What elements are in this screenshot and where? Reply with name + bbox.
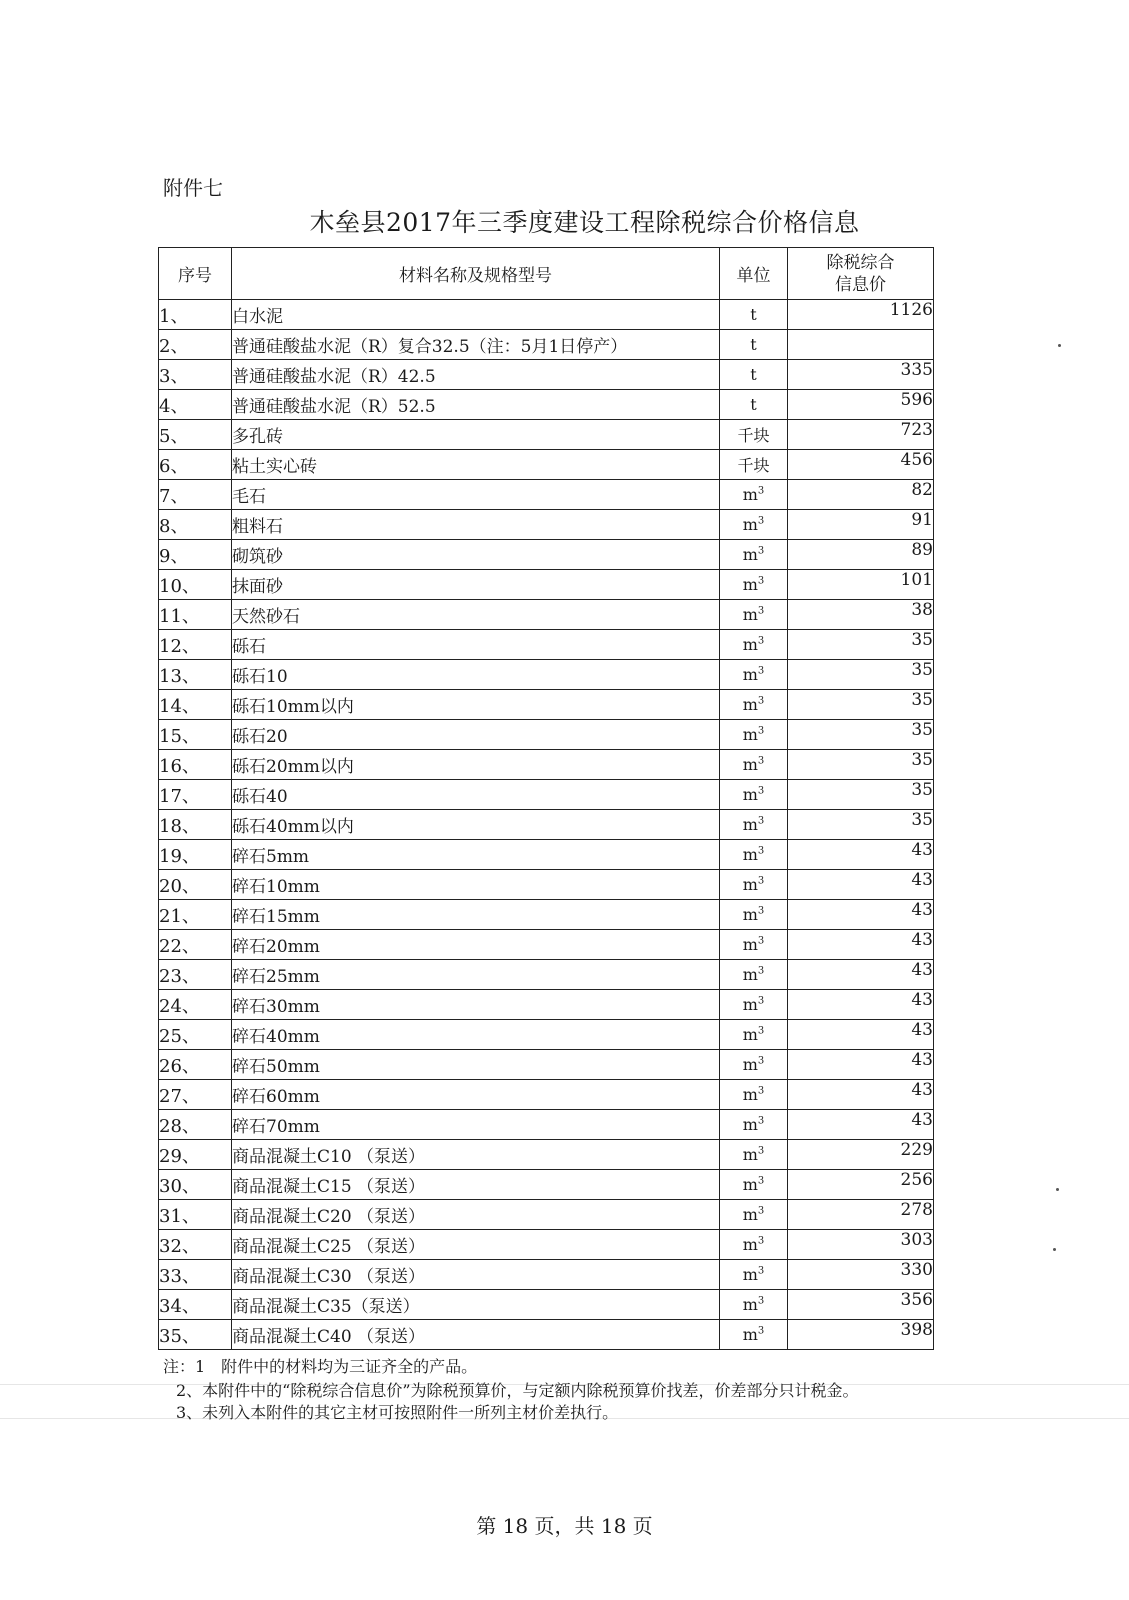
row-index: 30、 bbox=[159, 1170, 232, 1200]
row-price: 43 bbox=[788, 1020, 934, 1050]
row-material-name: 抹面砂 bbox=[232, 570, 720, 600]
table-row bbox=[159, 510, 934, 540]
page-footer: 第 18 页，共 18 页 bbox=[476, 1514, 653, 1538]
table-row bbox=[159, 540, 934, 570]
row-unit bbox=[720, 600, 788, 630]
header-price-line1: 除税综合 bbox=[826, 252, 895, 273]
row-index: 26、 bbox=[159, 1050, 232, 1080]
row-price: 356 bbox=[788, 1290, 934, 1320]
row-unit bbox=[720, 570, 788, 600]
table-row bbox=[159, 1050, 934, 1080]
row-material-name: 普通硅酸盐水泥（R）复合32.5（注：5月1日停产） bbox=[232, 330, 720, 360]
row-unit bbox=[720, 1020, 788, 1050]
row-material-name: 商品混凝土C15 （泵送） bbox=[232, 1170, 720, 1200]
row-unit bbox=[720, 330, 788, 360]
row-index: 15、 bbox=[159, 720, 232, 750]
table-row bbox=[159, 720, 934, 750]
row-unit bbox=[720, 630, 788, 660]
row-material-name: 粘土实心砖 bbox=[232, 450, 720, 480]
scan-speck bbox=[1053, 1248, 1056, 1251]
row-price: 456 bbox=[788, 450, 934, 480]
row-material-name: 商品混凝土C20 （泵送） bbox=[232, 1200, 720, 1230]
row-index: 1、 bbox=[159, 300, 232, 330]
row-unit-superscript: 3 bbox=[757, 1025, 765, 1037]
row-material-name: 毛石 bbox=[232, 480, 720, 510]
row-unit-text: m bbox=[742, 875, 758, 894]
row-unit-text: m bbox=[742, 1055, 758, 1074]
scan-speck bbox=[1056, 1188, 1059, 1191]
row-price: 335 bbox=[788, 360, 934, 390]
row-unit-superscript: 3 bbox=[757, 1175, 765, 1187]
row-price: 38 bbox=[788, 600, 934, 630]
header-unit: 单位 bbox=[720, 248, 788, 300]
table-row bbox=[159, 750, 934, 780]
row-index: 21、 bbox=[159, 900, 232, 930]
row-price: 43 bbox=[788, 990, 934, 1020]
row-index: 2、 bbox=[159, 330, 232, 360]
row-unit-superscript: 3 bbox=[757, 1235, 765, 1247]
row-unit bbox=[720, 810, 788, 840]
row-index: 7、 bbox=[159, 480, 232, 510]
row-material-name: 商品混凝土C10 （泵送） bbox=[232, 1140, 720, 1170]
row-material-name: 砾石 bbox=[232, 630, 720, 660]
row-unit bbox=[720, 720, 788, 750]
row-unit bbox=[720, 510, 788, 540]
row-material-name: 砾石40mm以内 bbox=[232, 810, 720, 840]
row-price: 256 bbox=[788, 1170, 934, 1200]
row-unit bbox=[720, 450, 788, 480]
page-title: 木垒县2017年三季度建设工程除税综合价格信息 bbox=[309, 208, 860, 237]
row-index: 18、 bbox=[159, 810, 232, 840]
row-price: 91 bbox=[788, 510, 934, 540]
row-material-name: 砌筑砂 bbox=[232, 540, 720, 570]
row-price: 278 bbox=[788, 1200, 934, 1230]
row-material-name: 天然砂石 bbox=[232, 600, 720, 630]
row-index: 12、 bbox=[159, 630, 232, 660]
row-index: 13、 bbox=[159, 660, 232, 690]
table-row bbox=[159, 810, 934, 840]
row-price: 330 bbox=[788, 1260, 934, 1290]
row-unit bbox=[720, 360, 788, 390]
row-material-name: 碎石5mm bbox=[232, 840, 720, 870]
row-index: 6、 bbox=[159, 450, 232, 480]
row-unit bbox=[720, 1200, 788, 1230]
row-price: 1126 bbox=[788, 300, 934, 330]
table-row bbox=[159, 900, 934, 930]
row-unit bbox=[720, 690, 788, 720]
row-unit-text: m bbox=[742, 755, 758, 774]
row-unit-superscript: 3 bbox=[757, 905, 765, 917]
row-price: 43 bbox=[788, 960, 934, 990]
row-unit-superscript: 3 bbox=[757, 725, 765, 737]
row-unit-text: t bbox=[750, 365, 757, 384]
row-index: 16、 bbox=[159, 750, 232, 780]
row-index: 28、 bbox=[159, 1110, 232, 1140]
row-price: 43 bbox=[788, 870, 934, 900]
row-unit-text: m bbox=[742, 965, 758, 984]
row-price: 35 bbox=[788, 630, 934, 660]
row-unit-text: m bbox=[742, 605, 758, 624]
row-unit-text: m bbox=[742, 695, 758, 714]
row-unit-superscript: 3 bbox=[757, 695, 765, 707]
row-index: 4、 bbox=[159, 390, 232, 420]
row-unit-text: m bbox=[742, 515, 758, 534]
note-3: 3、未列入本附件的其它主材可按照附件一所列主材价差执行。 bbox=[176, 1403, 619, 1422]
table-row bbox=[159, 300, 934, 330]
table-row bbox=[159, 480, 934, 510]
row-index: 35、 bbox=[159, 1320, 232, 1350]
table-row bbox=[159, 1020, 934, 1050]
row-unit-text: t bbox=[750, 395, 757, 414]
row-unit-text: m bbox=[742, 1085, 758, 1104]
row-unit bbox=[720, 780, 788, 810]
row-unit-text: m bbox=[742, 1265, 758, 1284]
table-row bbox=[159, 990, 934, 1020]
header-index: 序号 bbox=[159, 248, 232, 300]
row-unit bbox=[720, 1080, 788, 1110]
row-price: 43 bbox=[788, 840, 934, 870]
row-unit-superscript: 3 bbox=[757, 1145, 765, 1157]
table-row bbox=[159, 690, 934, 720]
row-unit-superscript: 3 bbox=[757, 935, 765, 947]
row-price: 596 bbox=[788, 390, 934, 420]
row-unit bbox=[720, 990, 788, 1020]
table-row bbox=[159, 330, 934, 360]
row-unit-text: m bbox=[742, 1205, 758, 1224]
table-row bbox=[159, 360, 934, 390]
row-unit-text: 千块 bbox=[737, 426, 770, 445]
row-unit-superscript: 3 bbox=[757, 485, 765, 497]
row-unit-text: m bbox=[742, 1295, 758, 1314]
row-material-name: 多孔砖 bbox=[232, 420, 720, 450]
row-material-name: 碎石15mm bbox=[232, 900, 720, 930]
row-index: 8、 bbox=[159, 510, 232, 540]
row-unit-superscript: 3 bbox=[757, 1205, 765, 1217]
row-index: 10、 bbox=[159, 570, 232, 600]
header-name: 材料名称及规格型号 bbox=[232, 248, 720, 300]
row-unit bbox=[720, 660, 788, 690]
row-unit-text: t bbox=[750, 335, 757, 354]
row-unit-superscript: 3 bbox=[757, 575, 765, 587]
table-row bbox=[159, 1260, 934, 1290]
row-price: 35 bbox=[788, 810, 934, 840]
row-price: 43 bbox=[788, 1080, 934, 1110]
row-index: 14、 bbox=[159, 690, 232, 720]
table-row bbox=[159, 930, 934, 960]
table-row bbox=[159, 630, 934, 660]
table-row bbox=[159, 840, 934, 870]
row-unit-text: 千块 bbox=[737, 456, 770, 475]
row-unit bbox=[720, 390, 788, 420]
row-index: 17、 bbox=[159, 780, 232, 810]
table-row bbox=[159, 1230, 934, 1260]
table-row bbox=[159, 1170, 934, 1200]
row-price: 89 bbox=[788, 540, 934, 570]
row-unit-text: m bbox=[742, 1025, 758, 1044]
row-unit-text: m bbox=[742, 1325, 758, 1344]
row-unit-text: m bbox=[742, 905, 758, 924]
row-unit-superscript: 3 bbox=[757, 1085, 765, 1097]
row-material-name: 商品混凝土C40 （泵送） bbox=[232, 1320, 720, 1350]
row-unit-text: m bbox=[742, 845, 758, 864]
row-price: 229 bbox=[788, 1140, 934, 1170]
table-row bbox=[159, 1110, 934, 1140]
row-index: 24、 bbox=[159, 990, 232, 1020]
row-unit-superscript: 3 bbox=[757, 1295, 765, 1307]
row-price: 723 bbox=[788, 420, 934, 450]
row-unit bbox=[720, 1170, 788, 1200]
row-material-name: 普通硅酸盐水泥（R）42.5 bbox=[232, 360, 720, 390]
row-unit-superscript: 3 bbox=[757, 515, 765, 527]
row-unit-superscript: 3 bbox=[757, 545, 765, 557]
row-price: 35 bbox=[788, 750, 934, 780]
row-unit bbox=[720, 1050, 788, 1080]
row-material-name: 普通硅酸盐水泥（R）52.5 bbox=[232, 390, 720, 420]
row-unit bbox=[720, 840, 788, 870]
row-price: 43 bbox=[788, 900, 934, 930]
row-price: 101 bbox=[788, 570, 934, 600]
header-price bbox=[788, 248, 934, 300]
row-unit-text: m bbox=[742, 815, 758, 834]
row-unit-text: m bbox=[742, 1115, 758, 1134]
row-price: 43 bbox=[788, 1110, 934, 1140]
row-index: 22、 bbox=[159, 930, 232, 960]
table-header-row bbox=[159, 248, 934, 300]
table-row bbox=[159, 390, 934, 420]
row-unit bbox=[720, 480, 788, 510]
row-price: 398 bbox=[788, 1320, 934, 1350]
row-unit-superscript: 3 bbox=[757, 605, 765, 617]
row-material-name: 白水泥 bbox=[232, 300, 720, 330]
table-row bbox=[159, 600, 934, 630]
row-unit bbox=[720, 540, 788, 570]
row-price: 35 bbox=[788, 780, 934, 810]
row-index: 5、 bbox=[159, 420, 232, 450]
row-price: 35 bbox=[788, 720, 934, 750]
table-row bbox=[159, 660, 934, 690]
row-unit-text: m bbox=[742, 545, 758, 564]
header-price-line2: 信息价 bbox=[835, 274, 886, 295]
row-material-name: 砾石40 bbox=[232, 780, 720, 810]
row-unit-superscript: 3 bbox=[757, 965, 765, 977]
row-unit-superscript: 3 bbox=[757, 995, 765, 1007]
table-row bbox=[159, 420, 934, 450]
table-row bbox=[159, 1320, 934, 1350]
row-index: 27、 bbox=[159, 1080, 232, 1110]
row-price: 43 bbox=[788, 930, 934, 960]
row-index: 3、 bbox=[159, 360, 232, 390]
row-index: 23、 bbox=[159, 960, 232, 990]
note-2: 2、本附件中的“除税综合信息价”为除税预算价，与定额内除税预算价找差，价差部分只计税金。 bbox=[176, 1381, 859, 1400]
row-price: 35 bbox=[788, 690, 934, 720]
row-unit-text: m bbox=[742, 1235, 758, 1254]
table-row bbox=[159, 780, 934, 810]
scan-speck bbox=[1058, 344, 1061, 347]
row-unit bbox=[720, 1110, 788, 1140]
row-unit bbox=[720, 870, 788, 900]
row-material-name: 砾石10mm以内 bbox=[232, 690, 720, 720]
row-unit-superscript: 3 bbox=[757, 785, 765, 797]
row-unit-superscript: 3 bbox=[757, 1115, 765, 1127]
row-unit-text: m bbox=[742, 635, 758, 654]
row-index: 25、 bbox=[159, 1020, 232, 1050]
row-material-name: 碎石20mm bbox=[232, 930, 720, 960]
row-material-name: 碎石70mm bbox=[232, 1110, 720, 1140]
notes bbox=[163, 1356, 933, 1424]
row-index: 32、 bbox=[159, 1230, 232, 1260]
row-unit-text: t bbox=[750, 305, 757, 324]
table-row bbox=[159, 1080, 934, 1110]
row-material-name: 商品混凝土C35（泵送） bbox=[232, 1290, 720, 1320]
row-price: 303 bbox=[788, 1230, 934, 1260]
row-unit-text: m bbox=[742, 1145, 758, 1164]
row-index: 33、 bbox=[159, 1260, 232, 1290]
row-unit bbox=[720, 1230, 788, 1260]
row-unit-superscript: 3 bbox=[757, 845, 765, 857]
row-unit-text: m bbox=[742, 725, 758, 744]
row-unit-text: m bbox=[742, 1175, 758, 1194]
row-unit-superscript: 3 bbox=[757, 1325, 765, 1337]
row-index: 20、 bbox=[159, 870, 232, 900]
row-unit-text: m bbox=[742, 935, 758, 954]
row-index: 29、 bbox=[159, 1140, 232, 1170]
attachment-label: 附件七 bbox=[163, 176, 223, 200]
row-index: 31、 bbox=[159, 1200, 232, 1230]
row-unit-superscript: 3 bbox=[757, 635, 765, 647]
row-material-name: 碎石25mm bbox=[232, 960, 720, 990]
row-index: 9、 bbox=[159, 540, 232, 570]
table-row bbox=[159, 960, 934, 990]
row-unit-text: m bbox=[742, 665, 758, 684]
table-row bbox=[159, 1140, 934, 1170]
row-material-name: 商品混凝土C30 （泵送） bbox=[232, 1260, 720, 1290]
row-material-name: 碎石10mm bbox=[232, 870, 720, 900]
table-row bbox=[159, 570, 934, 600]
row-price: 35 bbox=[788, 660, 934, 690]
row-unit-text: m bbox=[742, 575, 758, 594]
table-row bbox=[159, 1290, 934, 1320]
row-unit-superscript: 3 bbox=[757, 665, 765, 677]
row-unit-superscript: 3 bbox=[757, 1055, 765, 1067]
row-unit-text: m bbox=[742, 485, 758, 504]
table-row bbox=[159, 1200, 934, 1230]
row-price: 82 bbox=[788, 480, 934, 510]
row-unit-superscript: 3 bbox=[757, 755, 765, 767]
row-unit bbox=[720, 420, 788, 450]
row-material-name: 砾石20 bbox=[232, 720, 720, 750]
row-unit bbox=[720, 1260, 788, 1290]
row-unit bbox=[720, 300, 788, 330]
row-material-name: 砾石20mm以内 bbox=[232, 750, 720, 780]
row-unit bbox=[720, 900, 788, 930]
row-unit-text: m bbox=[742, 785, 758, 804]
row-unit bbox=[720, 1290, 788, 1320]
row-unit bbox=[720, 960, 788, 990]
row-unit-superscript: 3 bbox=[757, 875, 765, 887]
row-unit-text: m bbox=[742, 995, 758, 1014]
row-index: 19、 bbox=[159, 840, 232, 870]
price-table bbox=[158, 247, 934, 1350]
row-index: 11、 bbox=[159, 600, 232, 630]
row-material-name: 粗料石 bbox=[232, 510, 720, 540]
row-unit bbox=[720, 1320, 788, 1350]
row-unit bbox=[720, 1140, 788, 1170]
row-material-name: 碎石60mm bbox=[232, 1080, 720, 1110]
row-material-name: 商品混凝土C25 （泵送） bbox=[232, 1230, 720, 1260]
row-material-name: 碎石50mm bbox=[232, 1050, 720, 1080]
row-material-name: 碎石40mm bbox=[232, 1020, 720, 1050]
row-unit bbox=[720, 930, 788, 960]
table-row bbox=[159, 870, 934, 900]
row-material-name: 碎石30mm bbox=[232, 990, 720, 1020]
row-price: 43 bbox=[788, 1050, 934, 1080]
table-row bbox=[159, 450, 934, 480]
row-index: 34、 bbox=[159, 1290, 232, 1320]
row-material-name: 砾石10 bbox=[232, 660, 720, 690]
row-unit bbox=[720, 750, 788, 780]
row-unit-superscript: 3 bbox=[757, 1265, 765, 1277]
note-1: 注：1 附件中的材料均为三证齐全的产品。 bbox=[163, 1357, 478, 1376]
row-unit-superscript: 3 bbox=[757, 815, 765, 827]
row-price bbox=[788, 330, 934, 360]
